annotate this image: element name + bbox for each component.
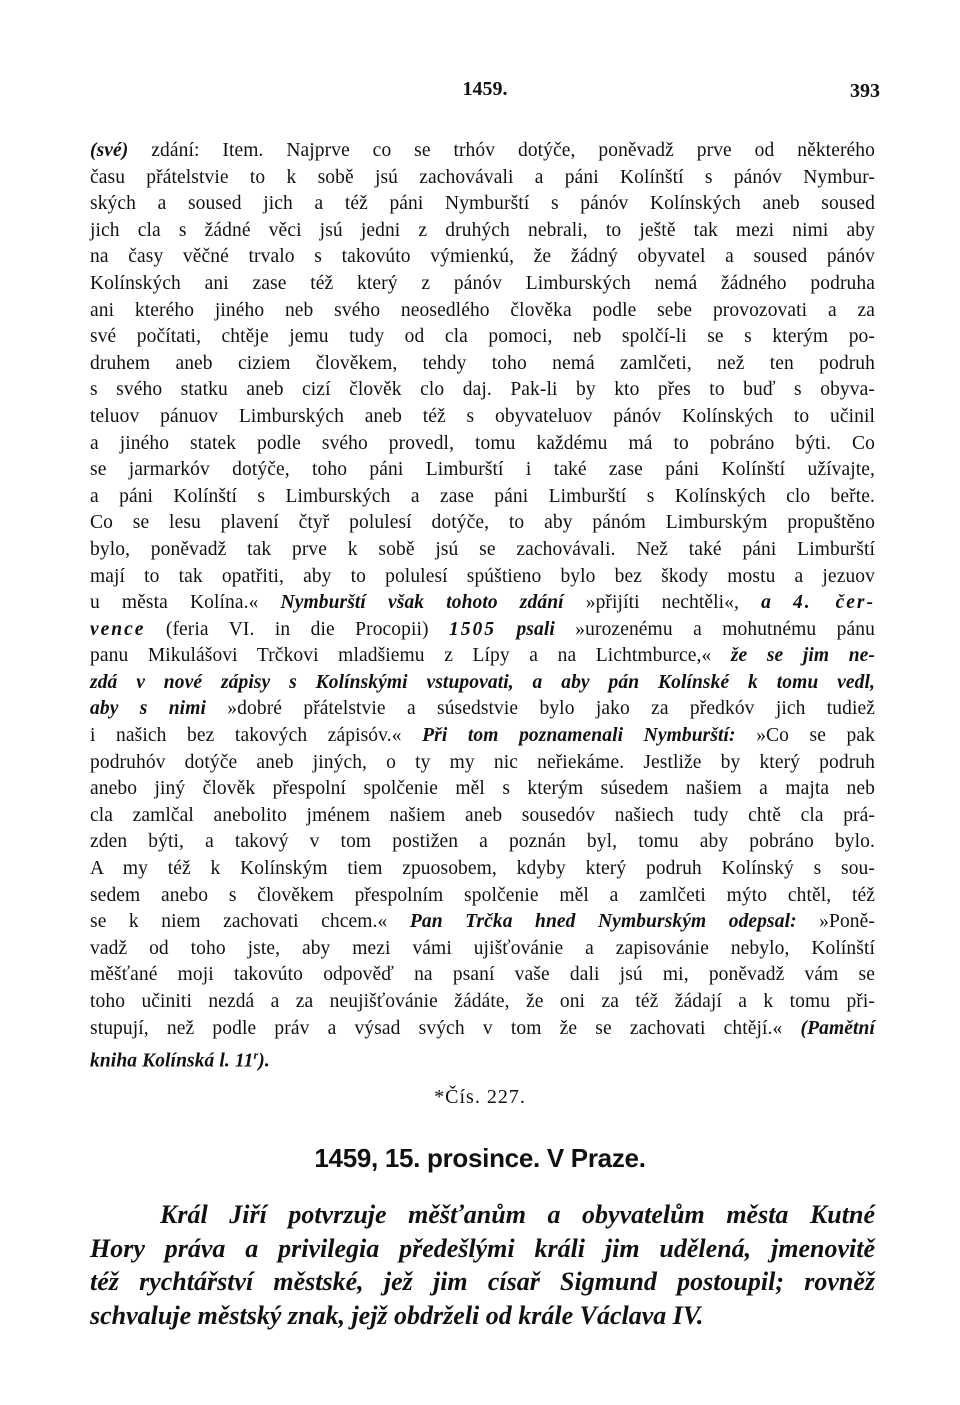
body-text-segment: sedem anebo s člověkem přespolním spolčenie měl a zamlčeti mýto chtěl, též (90, 884, 875, 906)
body-line (90, 643, 875, 670)
body-line (90, 298, 875, 325)
italic-text: ). (258, 1050, 270, 1072)
body-line (90, 989, 875, 1016)
body-text-segment: cla zamlčal anebolito jménem našiem aneb sousedóv našiech tudy chtě cla prá- (90, 804, 875, 826)
italic-text: Nymburští však tohoto zdání (280, 592, 564, 614)
body-text-segment: se k niem zachovati chcem.« (90, 911, 410, 933)
body-line (90, 696, 875, 723)
body-text-segment: s svého statku aneb cizí člověk clo daj. Pak-li by kto přes to buď s obyva- (90, 379, 875, 401)
body-line (90, 138, 875, 165)
body-text-segment: na časy věčné trvalo s takovúto výmienkú, že žádný obyvatel a soused pánóv (90, 246, 875, 268)
body-text-segment: anebo jiný člověk přespolní spolčenie měl s kterým súsedem našiem a majta neb (90, 778, 875, 800)
body-line (90, 1042, 875, 1075)
italic-text: a (761, 592, 794, 614)
italic-text: Pan Trčka hned Nymburským odepsal: (409, 911, 797, 933)
italic-text: vence (90, 618, 146, 640)
body-line (90, 457, 875, 484)
body-line (90, 936, 875, 963)
body-text-segment: druhem aneb ciziem člověkem, tehdy toho nemá zamlčeti, než ten podruh (90, 352, 875, 374)
body-line (90, 803, 875, 830)
body-text-segment: toho učiniti nezdá a za neujišťovánie žádáte, že oni za též žádají a k tomu při- (90, 991, 875, 1012)
regest-line: Král Jiří potvrzuje měšťanům a obyvatelům města Kutné (160, 1200, 875, 1229)
body-line (90, 484, 875, 511)
body-line (90, 165, 875, 192)
italic-text: kniha Kolínská l. 11 (90, 1050, 254, 1072)
body-text-segment: mají to tak opatřiti, aby to polulesí spúštieno bylo bez škody mostu a jezuov (90, 565, 875, 587)
regest (90, 1198, 875, 1332)
body-line (90, 750, 875, 777)
body-text-segment: a jiného statek podle svého provedl, tomu každému má to pobráno býti. Co (90, 432, 875, 454)
body-text-segment: »dobré přátelstvie a súsedstvie bylo jako za předkóv jich tudiež (206, 698, 875, 720)
body-text-segment: »přijíti nechtěli«, (563, 592, 762, 614)
body-text-segment: ani kterého jiného neb svého neosedlého člověka podle sebe provozovati a za (90, 299, 875, 321)
body-text-segment: času přátelstvie to k sobě jsú zachovávali a páni Kolínští s pánóv Nymbur- (90, 166, 875, 188)
body-line (90, 670, 875, 697)
body-line (90, 1016, 875, 1043)
italic-text: že se jim ne- (730, 645, 875, 667)
regest-line: Hory práva a privilegia předešlými králi jim udělená, jmenovitě (90, 1233, 875, 1263)
body-line (90, 271, 875, 298)
document-number: *Čís. 227. (434, 1086, 526, 1108)
body-line (90, 776, 875, 803)
body-text-segment: stupují, než podle práv a výsad svých v tom že se zachovati chtějí.« (90, 1017, 801, 1039)
body-text-segment: i našich bez takových zápisóv.« (90, 725, 423, 747)
page-number: 393 (850, 80, 880, 102)
body-text-segment (496, 619, 516, 640)
body-text-segment: se jarmarkóv dotýče, toho páni Limburští i také zase páni Kolínští užívajte, (90, 459, 875, 481)
body-line (90, 351, 875, 378)
body-line (90, 377, 875, 404)
regest-line: schvaluje městský znak, jejž obdrželi od krále Václava IV. (90, 1300, 704, 1330)
body-text-segment: své počítati, chtěje jemu tudy od cla pomoci, neb spolčí-li se s kterým po- (90, 326, 875, 348)
italic-text: (své) (90, 140, 129, 161)
body-text-segment: a páni Kolínští s Limburských a zase páni Limburští s Kolínských clo beřte. (90, 485, 875, 507)
body-text-segment: Co se lesu plavení čtyř polulesí dotýče, to aby pánóm Limburským propuštěno (90, 512, 875, 534)
body-text-segment: A my též k Kolínským tiem zpuosobem, kdyby který podruh Kolínský s sou- (90, 858, 875, 880)
italic-text: 1505 (449, 618, 497, 640)
body-text-segment: zdání: Item. Najprve co se trhóv dotýče, poněvadž prve od některého (128, 140, 875, 161)
italic-text: aby s nimi (90, 698, 206, 720)
body-line (90, 962, 875, 989)
body-line (90, 510, 875, 537)
body-line (90, 404, 875, 431)
body-text-segment: bylo, poněvadž tak prve k sobě jsú se zachovávali. Než také páni Limburští (90, 538, 875, 560)
body-text (90, 138, 875, 1075)
body-line (90, 431, 875, 458)
italic-text: zdá v nové zápisy s Kolínskými vstupovati, a aby pán Kolínské k tomu vedl, (90, 671, 875, 693)
body-line (90, 564, 875, 591)
body-line (90, 324, 875, 351)
body-text-segment: (feria VI. in die Procopii) (145, 618, 450, 640)
body-line (90, 244, 875, 271)
body-text-segment: Kolínských ani zase též který z pánóv Limburských nemá žádného podruha (90, 272, 875, 294)
italic-text: 4. čer- (793, 592, 875, 614)
document-date-place: 1459, 15. prosince. V Praze. (314, 1143, 646, 1173)
body-line (90, 590, 875, 617)
italic-text: r (253, 1048, 259, 1063)
body-line (90, 723, 875, 750)
body-line (90, 537, 875, 564)
regest-line: též rychtářství městské, jež jim císař Sigmund postoupil; rovněž (90, 1267, 875, 1296)
body-text-segment: měšťané moji takovúto odpověď na psaní vaše dali jsú mi, poněvadž vám se (90, 964, 875, 986)
body-text-segment: vadž od toho jste, aby mezi vámi ujišťovánie a zapisovánie nebylo, Kolínští (90, 937, 875, 959)
body-line (90, 191, 875, 218)
running-head (90, 78, 880, 106)
italic-text: Při tom poznamenali Nymburští: (422, 725, 736, 747)
body-text-segment: zden býti, a takový v tom postižen a poznán byl, tomu aby pobráno bylo. (90, 831, 875, 853)
body-line (90, 617, 875, 644)
italic-text: (Pamětní (800, 1017, 875, 1039)
body-text-segment: jich cla s žádné věci jsú jedni z druhých nebrali, to ještě tak mezi nimi aby (90, 219, 875, 241)
body-line (90, 218, 875, 245)
body-text-segment: ských a soused jich a též páni Nymburští s pánóv Kolínských aneb soused (90, 193, 875, 215)
body-line (90, 909, 875, 936)
body-line (90, 829, 875, 856)
body-line (90, 883, 875, 910)
body-text-segment: podruhóv dotýče aneb jiných, o ty my nic neřiekáme. Jestliže by který podruh (90, 751, 875, 773)
body-text-segment: u města Kolína.« (90, 592, 281, 614)
body-line (90, 856, 875, 883)
body-text-segment: »urozenému a mohutnému pánu (554, 618, 875, 640)
italic-text: psali (516, 618, 555, 640)
body-text-segment: »Poně- (796, 911, 876, 933)
running-head-year: 1459. (462, 78, 508, 100)
body-text-segment: teluov pánuov Limburských aneb též s obyvateluov pánóv Kolínských to učinil (90, 405, 875, 427)
body-text-segment: »Co se pak (735, 725, 875, 747)
body-text-segment: panu Mikulášovi Trčkovi mladšiemu z Lípy a na Lichtmburce,« (90, 645, 731, 667)
